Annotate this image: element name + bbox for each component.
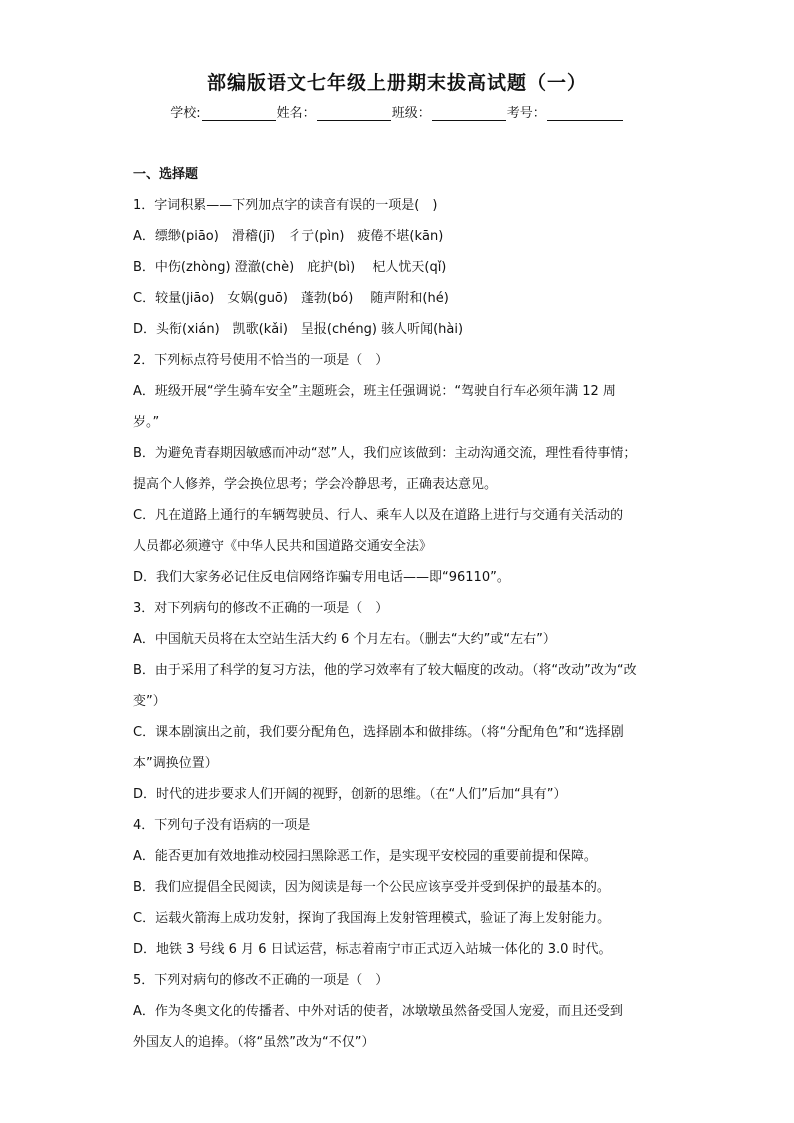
option-line: 人员都必须遵守《中华人民共和国道路交通安全法》 [133,539,433,554]
option-line: D．头衔(xián) 凯歌(kǎi) 呈报(chéng) 骇人听闻(hài) [133,322,464,337]
option-line: A．中国航天员将在太空站生活大约 6 个月左右。（删去“大约”或“左右”） [133,632,556,647]
option-line: 变”） [133,694,166,709]
option-line: C．课本剧演出之前，我们要分配角色，选择剧本和做排练。（将“分配角色”和“选择剧 [133,725,624,740]
question-line: 2．下列标点符号使用不恰当的一项是（ ） [133,353,389,368]
school-label: 学校: [170,106,201,121]
option-line: A．作为冬奥文化的传播者、中外对话的使者，冰墩墩虽然备受国人宠爱，而且还受到 [133,1004,623,1019]
exam-number-label: 考号： [506,106,546,121]
name-blank[interactable] [317,106,391,121]
option-line: B．我们应提倡全民阅读，因为阅读是每一个公民应该享受并受到保护的最基本的。 [133,880,610,895]
option-line: B．为避免青春期因敏感而冲动“怼”人，我们应该做到：主动沟通交流，理性看待事情； [133,446,637,461]
question-line: 3．对下列病句的修改不正确的一项是（ ） [133,601,389,616]
option-line: D．地铁 3 号线 6 月 6 日试运营，标志着南宁市正式迈入站城一体化的 3.0 时代。 [133,942,612,957]
question-line: 5．下列对病句的修改不正确的一项是（ ） [133,973,389,988]
option-line: C．运载火箭海上成功发射，探询了我国海上发射管理模式，验证了海上发射能力。 [133,911,611,926]
option-line: 提高个人修养，学会换位思考；学会冷静思考，正确表达意见。 [133,477,498,492]
option-line: C．凡在道路上通行的车辆驾驶员、行人、乘车人以及在道路上进行与交通有关活动的 [133,508,624,523]
exam-title: 部编版语文七年级上册期末拔高试题（一） [206,72,587,94]
class-blank[interactable] [432,106,506,121]
option-line: C．较量(jiāo) 女娲(guō) 蓬勃(bó) 随声附和(hé) [133,291,449,306]
question-line: 4．下列句子没有语病的一项是 [133,818,311,833]
class-label: 班级： [391,106,431,121]
option-line: A．班级开展“学生骑车安全”主题班会，班主任强调说：“驾驶自行车必须年满 12 周 [133,384,616,399]
option-line: A．缥缈(piāo) 滑稽(jī) 彳亍(pìn) 疲倦不堪(kān) [133,229,444,244]
exam-number-blank[interactable] [547,106,623,121]
option-line: 岁。” [133,415,160,430]
name-label: 姓名： [276,106,316,121]
question-content [133,164,678,1063]
question-line: 1．字词积累——下列加点字的读音有误的一项是( ) [133,198,438,213]
option-line: B．由于采用了科学的复习方法，他的学习效率有了较大幅度的改动。（将“改动”改为“改 [133,663,637,678]
school-blank[interactable] [202,106,276,121]
section-heading: 一、选择题 [133,167,199,182]
option-line: 本”调换位置） [133,756,218,771]
option-line: B．中伤(zhòng) 澄澈(chè) 庇护(bì) 杞人忧天(qǐ) [133,260,447,275]
student-info-line [0,102,794,121]
option-line: A．能否更加有效地推动校园扫黑除恶工作，是实现平安校园的重要前提和保障。 [133,849,597,864]
option-line: 外国友人的追捧。（将“虽然”改为“不仅”） [133,1035,375,1050]
option-line: D．我们大家务必记住反电信网络诈骗专用电话——即“96110”。 [133,570,510,585]
option-line: D．时代的进步要求人们开阔的视野，创新的思维。（在“人们”后加“具有”） [133,787,567,802]
